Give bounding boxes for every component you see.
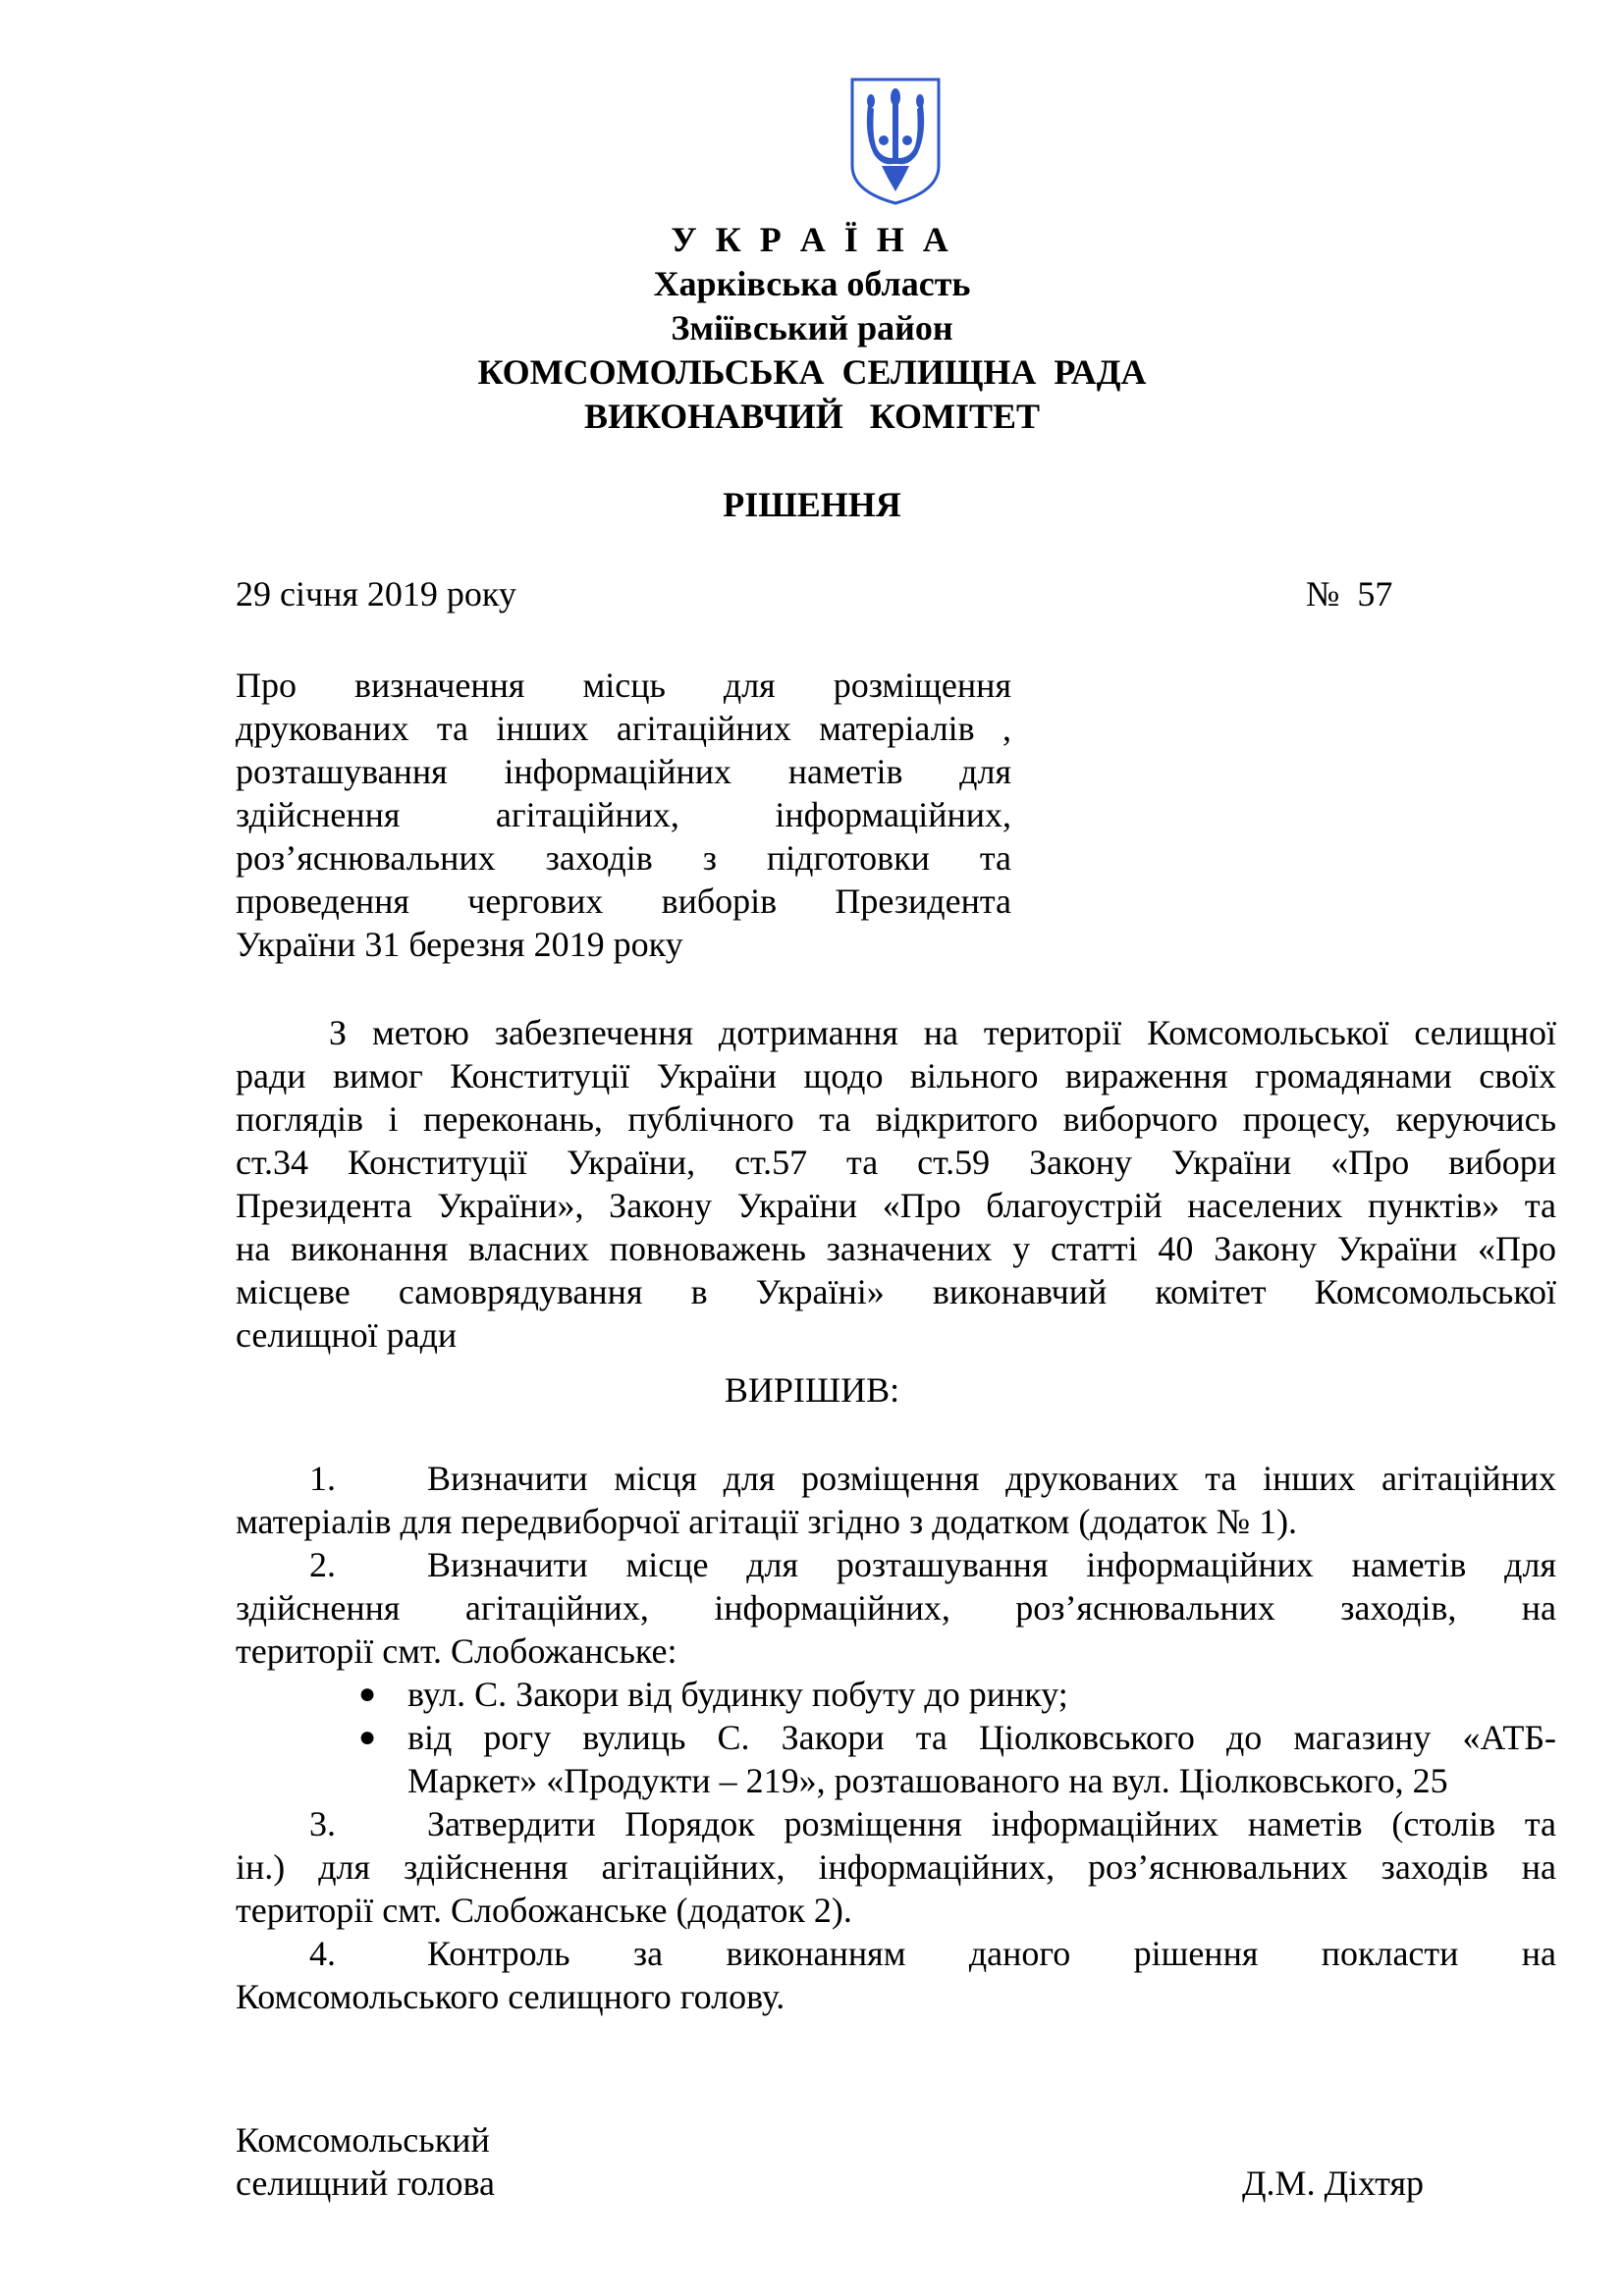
- decision-items-continued: [236, 1802, 1556, 2018]
- list-item: [236, 1543, 1556, 1586]
- subject-line: роз’яснювальних заходів з підготовки та: [236, 838, 1011, 878]
- list-item: [236, 1457, 1556, 1500]
- item-text: Визначити місце для розташування інформаційних наметів для: [427, 1545, 1556, 1584]
- bullet-icon: ●: [358, 1678, 377, 1710]
- resolved-heading: ВИРІШИВ:: [724, 1370, 900, 1410]
- item-number: 4.: [309, 1934, 336, 1973]
- bullet-text: вул. С. Закори від будинку побуту до ринку;: [407, 1675, 1068, 1714]
- preamble-line: ст.34 Конституції України, ст.57 та ст.59 Закону України «Про вибори: [236, 1143, 1556, 1182]
- subject-line: України 31 березня 2019 року: [236, 925, 683, 964]
- item-text: матеріалів для передвиборчої агітації згідно з додатком (додаток № 1).: [236, 1502, 1298, 1541]
- item-number: 3.: [309, 1804, 336, 1843]
- bullet-list: [358, 1673, 1556, 1802]
- doc-type-title: РІШЕННЯ: [723, 485, 901, 524]
- item-text: здійснення агітаційних, інформаційних, роз’яснювальних заходів, на: [236, 1588, 1556, 1628]
- decision-items: [236, 1457, 1556, 1673]
- subject-line: здійснення агітаційних, інформаційних,: [236, 795, 1011, 834]
- raion-title: Зміївський район: [671, 308, 953, 347]
- item-text: Затвердити Порядок розміщення інформаційних наметів (столів та: [427, 1804, 1556, 1843]
- signatory-title-line1: Комсомольський: [236, 2120, 490, 2160]
- committee-title: ВИКОНАВЧИЙ КОМІТЕТ: [583, 397, 1041, 436]
- subject-line: Про визначення місць для розміщення: [236, 666, 1011, 705]
- item-number: 1.: [309, 1459, 336, 1498]
- preamble-line: Президента України», Закону України «Про благоустрій населених пунктів» та: [236, 1186, 1556, 1225]
- decision-number: № 57: [1306, 574, 1393, 614]
- preamble-line: поглядів і переконань, публічного та відкритого виборчого процесу, керуючись: [236, 1099, 1556, 1139]
- preamble: [236, 1011, 1556, 1357]
- decision-date: 29 січня 2019 року: [236, 574, 516, 614]
- item-text: Визначити місця для розміщення друкованих та інших агітаційних: [427, 1459, 1556, 1498]
- signatory-title-line2: селищний голова: [236, 2163, 496, 2203]
- preamble-line: ради вимог Конституції України щодо вільного вираження громадянами своїх: [236, 1056, 1556, 1095]
- subject-line: розташування інформаційних наметів для: [236, 752, 1011, 791]
- preamble-line: селищної ради: [236, 1315, 458, 1355]
- item-text: Комсомольського селищного голову.: [236, 1977, 785, 2016]
- item-text: ін.) для здійснення агітаційних, інформаційних, роз’яснювальних заходів на: [236, 1847, 1556, 1887]
- coat-of-arms-icon: [848, 76, 943, 207]
- preamble-line: місцеве самоврядування в Україні» виконавчий комітет Комсомольської: [236, 1272, 1556, 1311]
- preamble-line: З метою забезпечення дотримання на території Комсомольської селищної: [329, 1013, 1556, 1052]
- item-text: Контроль за виконанням даного рішення покласти на: [427, 1934, 1556, 1973]
- country-title: У К Р А Ї Н А: [671, 220, 953, 259]
- council-title: КОМСОМОЛЬСЬКА СЕЛИЩНА РАДА: [477, 352, 1147, 392]
- bullet-text: від рогу вулиць С. Закори та Ціолковського до магазину «АТБ-: [407, 1718, 1556, 1757]
- list-item: [236, 1932, 1556, 1975]
- item-number: 2.: [309, 1545, 336, 1584]
- subject-line: проведення чергових виборів Президента: [236, 881, 1011, 921]
- bullet-item: [358, 1673, 1556, 1716]
- bullet-text: Маркет» «Продукти – 219», розташованого на вул. Ціолковського, 25: [407, 1761, 1448, 1800]
- list-item: [236, 1802, 1556, 1845]
- bullet-item: [358, 1716, 1556, 1802]
- signatory-name: Д.М. Діхтяр: [1242, 2163, 1425, 2203]
- preamble-line: на виконання власних повноважень зазначених у статті 40 Закону України «Про: [236, 1229, 1556, 1268]
- item-text: території смт. Слобожанське:: [236, 1631, 677, 1671]
- oblast-title: Харківська область: [653, 264, 971, 303]
- decision-subject: [236, 664, 1011, 966]
- item-text: території смт. Слобожанське (додаток 2).: [236, 1891, 852, 1930]
- subject-line: друкованих та інших агітаційних матеріалів ,: [236, 709, 1011, 748]
- bullet-icon: ●: [358, 1721, 377, 1753]
